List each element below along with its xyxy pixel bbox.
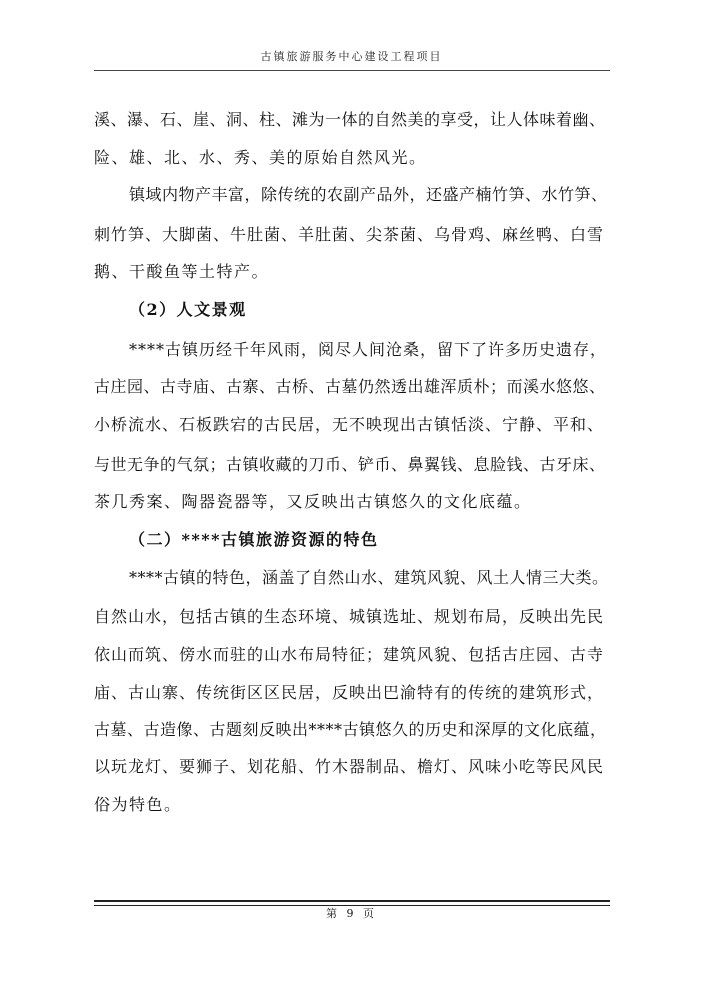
body-line: 古庄园、古寺庙、古寨、古桥、古墓仍然透出雄浑质朴；而溪水悠悠、 (94, 377, 606, 396)
header-title: 古镇旅游服务中心建设工程项目 (260, 50, 443, 63)
body-line: 庙、古山寨、传统街区区民居，反映出巴渝特有的传统的建筑形式， (94, 683, 605, 702)
section-heading-tourism-features: （二）****古镇旅游资源的特色 (129, 530, 379, 549)
body-line: 依山而筑、傍水而驻的山水布局特征；建筑风貌、包括古庄园、古寺 (94, 645, 605, 664)
paragraph-first-line: ****古镇的特色，涵盖了自然山水、建筑风貌、风土人情三大类。 (129, 568, 609, 587)
footer-divider-thick (94, 900, 610, 902)
body-line: 古墓、古造像、古题刻反映出****古镇悠久的历史和深厚的文化底蕴， (94, 720, 607, 739)
body-line: 刺竹笋、大脚菌、牛肚菌、羊肚菌、尖茶菌、乌骨鸡、麻丝鸭、白雪 (94, 225, 605, 244)
body-line: 鹅、干酸鱼等土特产。 (94, 262, 270, 281)
body-line: 茶几秀案、陶器瓷器等，又反映出古镇悠久的文化底蕴。 (94, 492, 532, 511)
body-line: 以玩龙灯、要狮子、划花船、竹木器制品、檐灯、风味小吃等民风民 (94, 757, 605, 776)
page-number: 第 9 页 (326, 907, 377, 920)
paragraph-first-line: ****古镇历经千年风雨，阅尽人间沧桑，留下了许多历史遗存， (129, 340, 608, 359)
paragraph-first-line: 镇域内物产丰富，除传统的农副产品外，还盛产楠竹笋、水竹笋、 (129, 185, 608, 204)
section-heading-cultural-landscape: （2）人文景观 (129, 300, 247, 319)
body-line: 溪、瀑、石、崖、洞、柱、滩为一体的自然美的享受，让人体味着幽、 (94, 110, 606, 129)
header-divider (94, 70, 610, 71)
body-line: 自然山水，包括古镇的生态环境、城镇选址、规划布局，反映出先民 (94, 607, 605, 626)
body-line: 与世无争的气氛；古镇收藏的刀币、铲币、鼻翼钱、息脸钱、古牙床、 (94, 455, 606, 474)
body-line: 险、雄、北、水、秀、美的原始自然风光。 (94, 148, 427, 167)
body-line: 小桥流水、石板跌宕的古民居，无不映现出古镇恬淡、宁静、平和、 (94, 415, 605, 434)
body-line: 俗为特色。 (94, 795, 182, 814)
